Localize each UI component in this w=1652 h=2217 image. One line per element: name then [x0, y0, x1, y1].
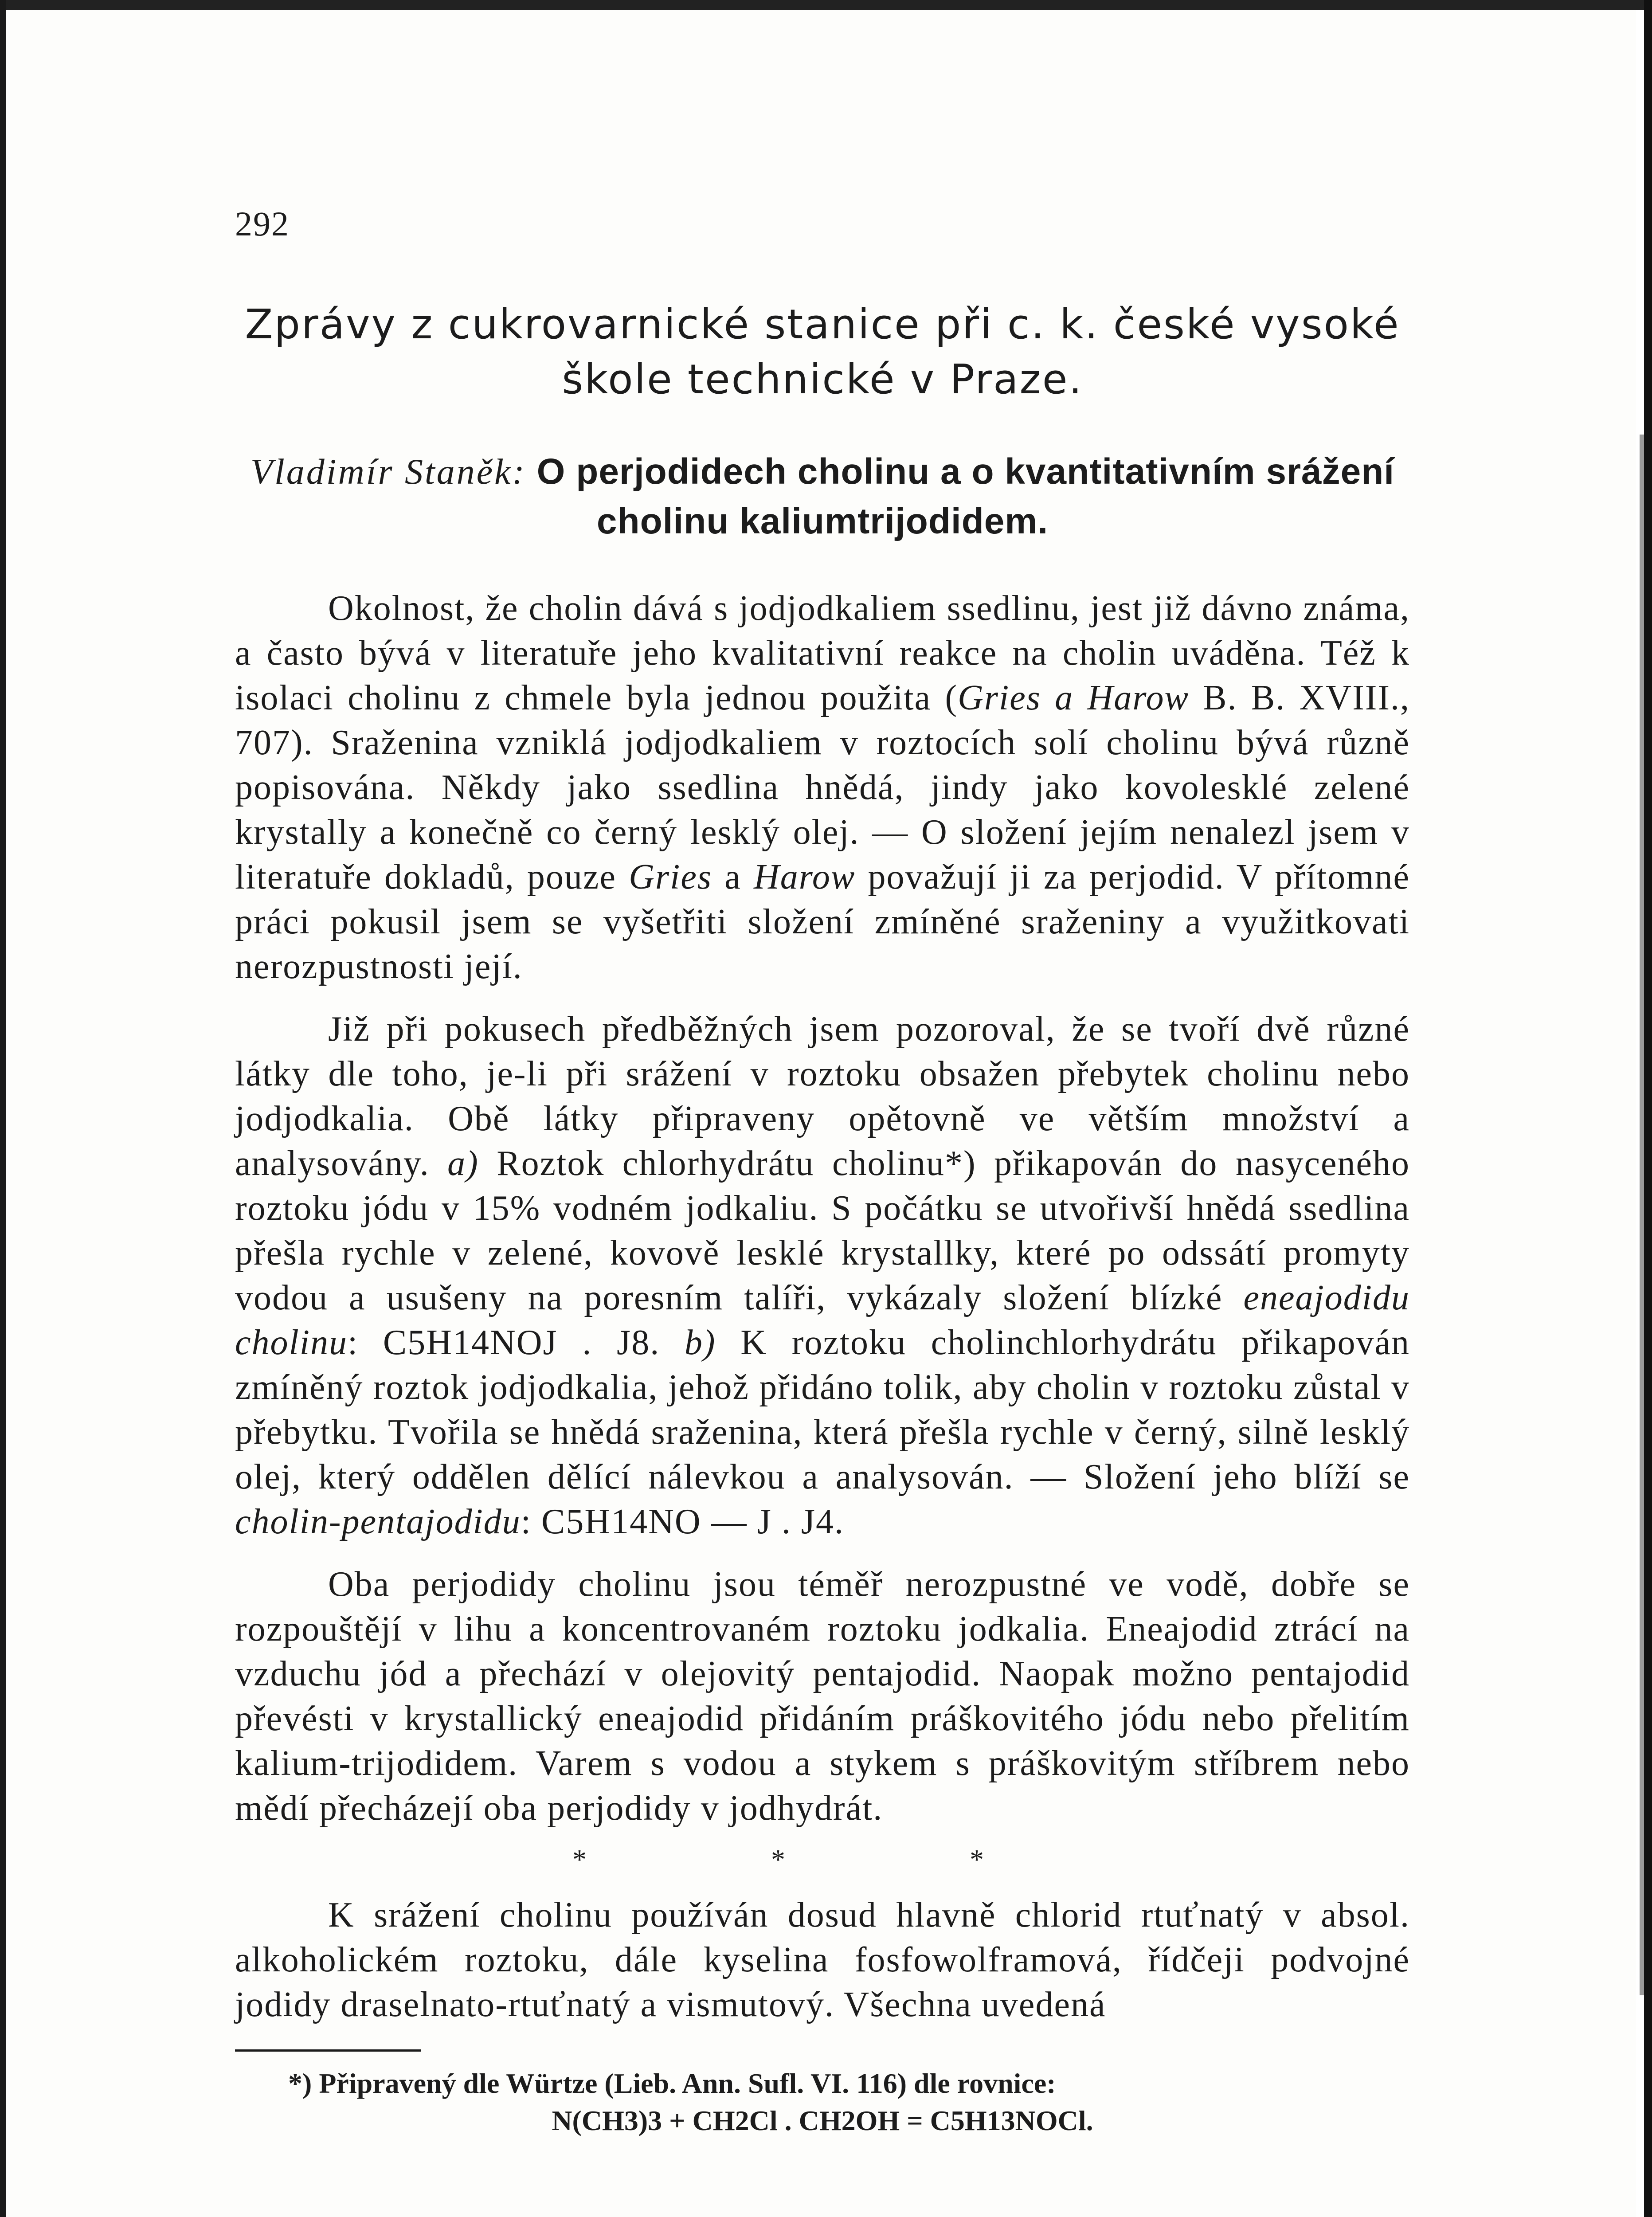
page-number: 292 [235, 204, 290, 243]
section-title-line1: Zprávy z cukrovarnické stanice při c. k. české vysoké [245, 301, 1400, 348]
paragraph-1-text-a: Okolnost, že cholin dává s jodjodkaliem ssedlinu, jest již dávno známa, a často bývá v literatuře jeho kvalitativní reakce na cholin uváděna. Též k isolaci cholinu z chmele byla jednou použita ( [235, 589, 1410, 717]
paragraph-2-text-b: Roztok chlorhydrátu cholinu*) přikapován do nasyceného roztoku jódu v 15% vodném jodkaliu. S počátku se utvořivší hnědá ssedlina přešla rychle v zelené, kovově lesklé krystallky, které po odssátí promyty vodou a usušeny na poresním talíři, vykázaly složení blízké [235, 1144, 1410, 1317]
footnote-line1: *) Připravený dle Würtze (Lieb. Ann. Sufl. VI. 116) dle rovnice: [288, 2068, 1056, 2099]
paragraph-2 [235, 1007, 1410, 1544]
paragraph-1 [235, 586, 1410, 989]
article-title-line1: O perjodidech cholinu a o kvantitativním srážení [536, 451, 1395, 492]
name-harow: Harow [753, 858, 856, 897]
section-separator: * * * [572, 1844, 1073, 1875]
scan-edge-right-shadow [1640, 435, 1644, 1995]
paragraph-3: Oba perjodidy cholinu jsou téměř nerozpustné ve vodě, dobře se rozpouštějí v lihu a koncentrovaném roztoku jodkalia. Eneajodid ztrácí na vzduchu jód a přechází v olejovitý pentajodid. Naopak možno pentajodid převésti v krystallický eneajodid přidáním práškovitého jódu nebo přelitím kalium-trijodidem. Varem s vodou a stykem s práškovitým stříbrem nebo mědí přecházejí oba perjodidy v jodhydrát. [235, 1565, 1410, 1828]
formula-eneajodid: : C5H14NOJ . J8. [347, 1323, 660, 1362]
paragraph-2-text-c: K roztoku cholinchlorhydrátu přikapován zmíněný roztok jodjodkalia, jehož přidáno tolik, aby cholin v roztoku zůstal v přebytku. Tvořila se hnědá sraženina, která přešla rychle v černý, silně lesklý olej, který oddělen dělící nálevkou a analysován. — Složení jeho blíží se [235, 1323, 1410, 1496]
term-eneajodidu-cholinu: eneajodidu cholinu [235, 1278, 1410, 1362]
name-gries: Gries [629, 858, 712, 897]
label-b: b) [684, 1323, 716, 1362]
page-content [235, 204, 1410, 2139]
term-cholin-pentajodidu: cholin-pentajodidu [235, 1502, 521, 1541]
article-heading [235, 447, 1410, 546]
paragraph-1-text-d: považují ji za perjodid. V přítomné práci pokusil jsem se vyšetřiti složení zmíněné sraženiny a využitkovati nerozpustnosti její. [235, 858, 1410, 986]
section-title-line2: škole technické v Praze. [562, 356, 1083, 403]
formula-pentajodid: : C5H14NO — J . J4. [521, 1502, 844, 1541]
footnote-rule [235, 2049, 421, 2052]
label-a: a) [447, 1144, 479, 1183]
article-author: Vladimír Staněk: [250, 451, 526, 492]
scan-edge-top [0, 0, 1652, 10]
paragraph-2-text-a: Již při pokusech předběžných jsem pozoroval, že se tvoří dvě různé látky dle toho, je-li při srážení v roztoku obsažen přebytek cholinu nebo jodjodkalia. Obě látky připraveny opětovně ve větším množství a analysovány. [235, 1010, 1410, 1183]
scan-edge-right [1644, 0, 1652, 2217]
footnote [235, 2065, 1410, 2139]
article-title-line2: cholinu kaliumtrijodidem. [596, 501, 1049, 541]
scan-edge-left [0, 0, 6, 2217]
paragraph-4: K srážení cholinu používán dosud hlavně chlorid rtuťnatý v absol. alkoholickém roztoku, dále kyselina fosfowolframová, řídčeji podvojné jodidy draselnato-rtuťnatý a vismutový. Všechna uvedená [235, 1896, 1410, 2024]
section-title [235, 297, 1410, 407]
citation-gries-harow: Gries a Harow [958, 678, 1189, 717]
footnote-equation: N(CH3)3 + CH2Cl . CH2OH = C5H13NOCl. [552, 2105, 1093, 2136]
paragraph-1-text-c: a [712, 858, 754, 897]
article-body [235, 586, 1410, 2027]
article-heading-line1 [235, 447, 1410, 497]
paragraph-1-text-b: B. B. XVIII., 707). Sraženina vzniklá jodjodkaliem v roztocích solí cholinu bývá různě popisována. Někdy jako ssedlina hnědá, jindy jako kovolesklé zelené krystally a konečně co černý lesklý olej. — O složení jejím nenalezl jsem v literatuře dokladů, pouze [235, 678, 1410, 897]
